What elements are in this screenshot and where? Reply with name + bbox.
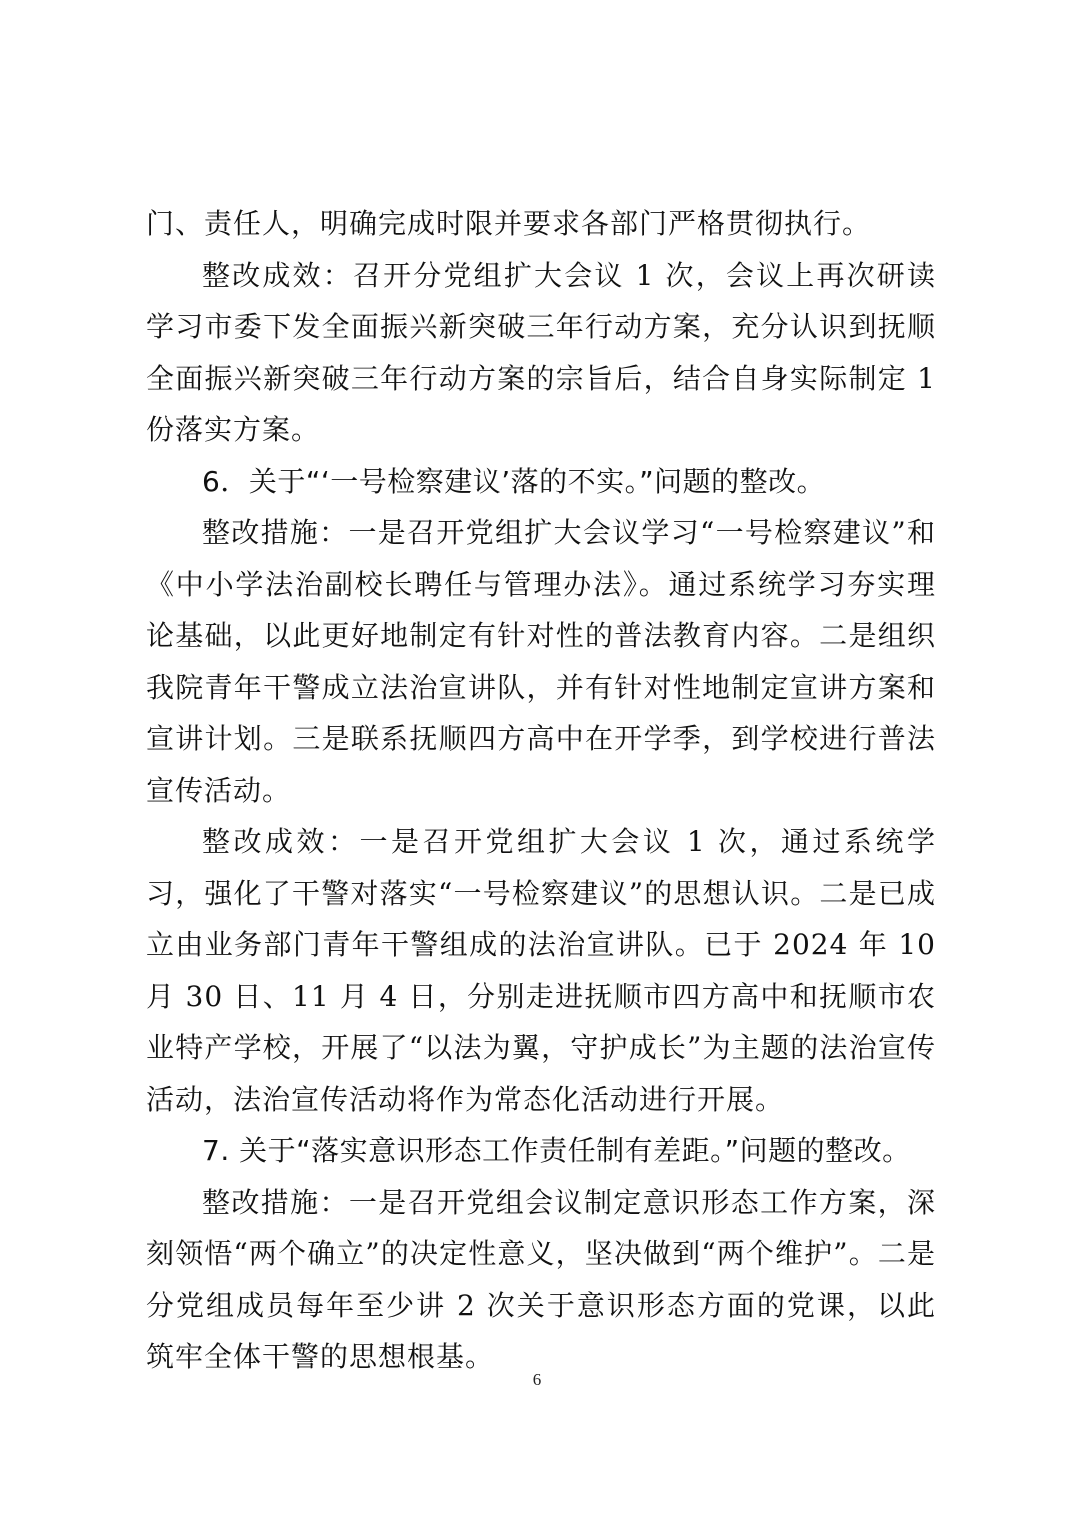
- paragraph-rectification-result: 整改成效：召开分党组扩大会议 1 次，会议上再次研读学习市委下发全面振兴新突破三年行动方案，充分认识到抚顺全面振兴新突破三年行动方案的宗旨后，结合自身实际制定 1 份落实方案。: [146, 258, 936, 446]
- section-heading-7: 7. 关于“落实意识形态工作责任制有差距。”问题的整改。: [202, 1134, 911, 1167]
- paragraph-rectification-measures: 整改措施：一是召开党组扩大会议学习“一号检察建议”和《中小学法治副校长聘任与管理办法》。通过系统学习夯实理论基础，以此更好地制定有针对性的普法教育内容。二是组织我院青年干警成立法治宣讲队，并有针对性地制定宣讲方案和宣讲计划。三是联系抚顺四方高中在开学季，到学校进行普法宣传活动。: [146, 516, 936, 807]
- paragraph-rectification-result: 整改成效：一是召开党组扩大会议 1 次，通过系统学习，强化了干警对落实“一号检察建议”的思想认识。二是已成立由业务部门青年干警组成的法治宣讲队。已于 2024 年 10 月 30 日、11 月 4 日，分别走进抚顺市四方高中和抚顺市农业特产学校，开展了“以法为翼，守护成长”为主题的法治宣传活动，法治宣传活动将作为常态化活动进行开展。: [146, 825, 936, 1116]
- document-body: [146, 198, 936, 1383]
- paragraph-continuation: 门、责任人，明确完成时限并要求各部门严格贯彻执行。: [146, 207, 872, 240]
- paragraph-rectification-measures: 整改措施：一是召开党组会议制定意识形态工作方案，深刻领悟“两个确立”的决定性意义，坚决做到“两个维护”。二是分党组成员每年至少讲 2 次关于意识形态方面的党课，以此筑牢全体干警的思想根基。: [146, 1185, 936, 1373]
- section-heading-6: 6．关于“‘一号检察建议’落的不实。”问题的整改。: [202, 464, 826, 498]
- page-number: 6: [532, 1370, 542, 1389]
